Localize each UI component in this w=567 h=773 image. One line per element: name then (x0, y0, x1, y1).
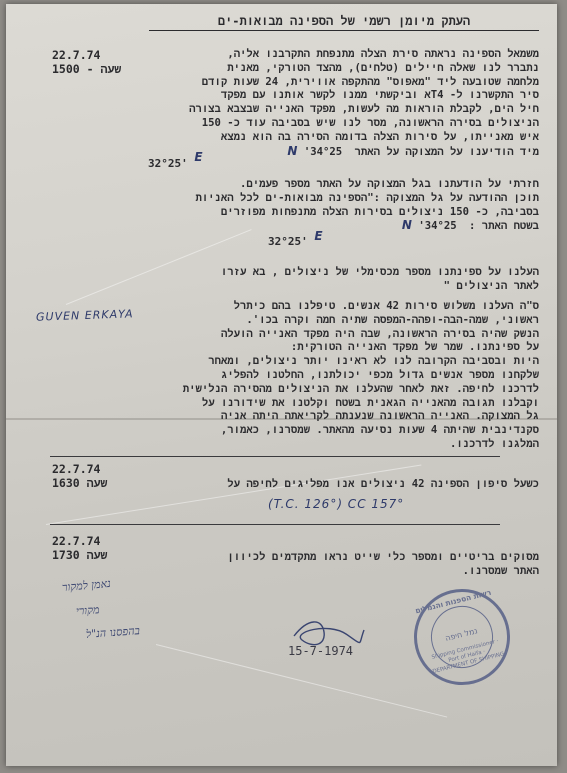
entry-date: 22.7.74 שעה 1730 (52, 534, 108, 562)
signature-line: בהפסנו הנ"ל (85, 624, 141, 641)
handwritten-n: N (287, 143, 298, 158)
coordinate-longitude: 32°25' E (268, 229, 323, 248)
entry-divider (50, 456, 500, 457)
entry-date: 22.7.74 שעה - 1500 (52, 48, 122, 76)
coordinate-latitude: 34°25' (418, 220, 457, 233)
log-paragraph-rescue: משמאל הספינה נראתה סירת הצלה מתנפחת התקרבנו אליה, נתברר לנו שאלה חיילים (טלחים), מהצד הטורקי, מאנית מלחמה שטובעה ליד "מאפוס" מהתקפה אווירית, 24 שעות קודם סיר התקשרנו ל- T4א וביקשתי ממנו לקשר אותנו עם מפקד חיל הים, לקבלת הוראות מה לעשות, מפקד האנייה שבצבא בצורה הניצולים בסירה הראשונה, מסר לנו שיש בסביבה עוד כ- 150 איש מאנייתו, על סירות הצלה בדומה הסירה בה הוא נמצא מיד הודיענו על המצוקה על האתר 34°25' N (189, 48, 539, 158)
coordinate-longitude: 32°25' E (148, 150, 203, 170)
date-stamp: 15-7-1974 (288, 644, 354, 658)
log-paragraph-helicopters: מסוקים בריטיים ומספר כלי שייט נראו מתקדמים לכיוון האתר שמסרנו. (227, 551, 539, 577)
handwritten-course: (T.C. 126°) CC 157° (268, 497, 405, 511)
handwritten-e: E (194, 150, 203, 164)
log-paragraph-boarding: העלנו על ספינתנו מספר מכסימלי של ניצולים , בא עזרו לאתר הניצולים " (220, 266, 539, 292)
official-stamp: רשות הספנות והנמלים נמל חיפה Shipping Commissioner · Port of Haifa · DEPARTMENT OF SHIPPING (404, 579, 520, 695)
entry-divider (50, 524, 500, 525)
log-paragraph-survivors: ס"ה העלנו משלוש סירות 42 אנשים. טיפלנו בהם כיתרל ראשוני, שמה-הבה-ופהה-המפסה שתיה חמה וקרה בכו'. הנשק שהיה בסירה הראשונה, שבה היה מפקד האנייה הועלה על ספינתנו. שמר של מפקד האנייה הטורקית: היות ובסביבה הקרובה לנו לא ראינו יותר ניצולים, ומאחר שלקחנו מספר אנשים גדול מכפי יכולתנו, החלטנו להפליג לדרכנו לחיפה. זאת לאחר שהעלנו את הניצולים מהסירה הנלישית וקבלנו תגובה מהאנייה הגאנית בשטח וקלטנו את שידורנו על גל המצוקה. האנייה הראשונה שנענתה לקריאתה היתה אניה סקנדינבית שהיתה 4 שעות נסיעה מהאתר. שמסרנו, כאמור, המלגנו לדרכנו. (182, 300, 539, 450)
document-title: העתק מיומן רשמי של הספינה מבואות-ים (149, 14, 539, 31)
signature-line: מקורי (75, 603, 100, 618)
handwritten-n: N (401, 218, 412, 233)
log-paragraph-course: כשעל סיפון הספינה 42 ניצולים אנו מפליגים לחיפה על (227, 478, 539, 490)
handwritten-e: E (314, 229, 323, 243)
log-paragraph-distress: חזרתי על הודעתנו בגל המצוקה על האתר מספר פעמים. תוכן ההודעה על גל המצוקה :"הספינה מבואות-ים לכל האניות בסביבה, כ- 150 ניצולים בסירות הצלה מתנפחות מפוזרים בשטח האתר : 34°25' N (195, 178, 539, 233)
signature-line: נאמן למקור (61, 576, 112, 595)
document-page (6, 4, 557, 766)
entry-date: 22.7.74 שעה 1630 (52, 462, 108, 490)
coordinate-latitude: 34°25' (303, 145, 343, 158)
handwritten-captain-name: GUVEN ERKAYA (35, 307, 134, 324)
